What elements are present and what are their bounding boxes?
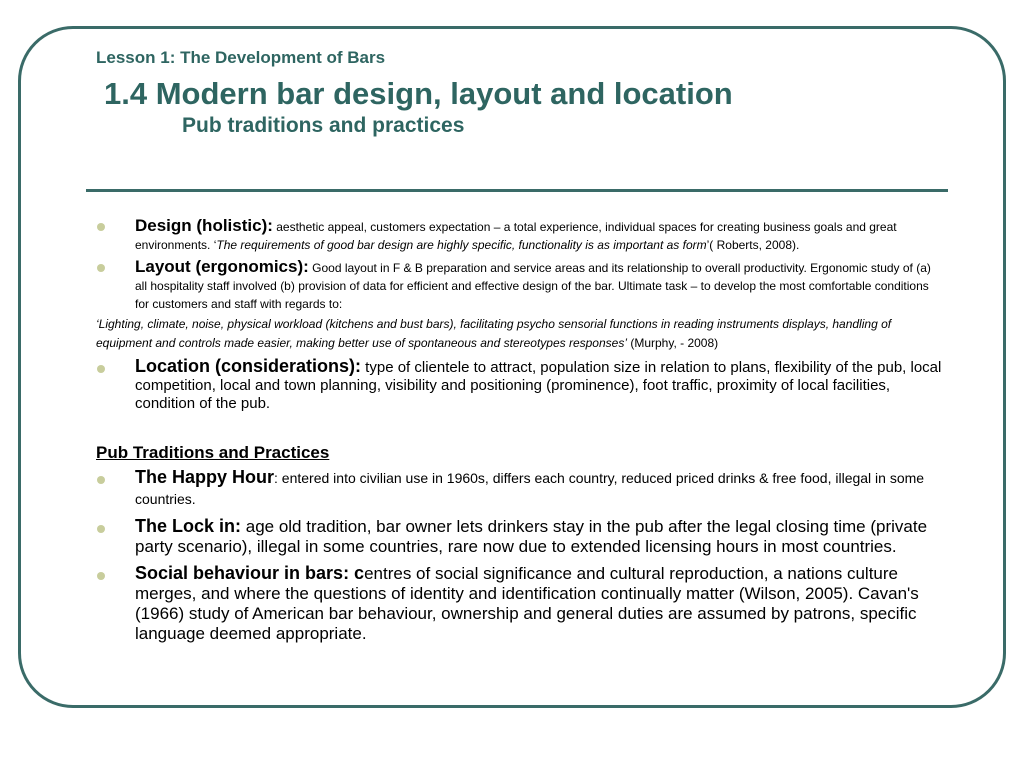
lesson-label: Lesson 1: The Development of Bars xyxy=(96,48,386,67)
slide-subtitle: Pub traditions and practices xyxy=(182,114,465,137)
bullet-social-behaviour xyxy=(96,563,942,644)
bullet-heading: The Lock in: xyxy=(135,516,242,536)
bullet-location xyxy=(96,356,942,413)
slide-header xyxy=(96,48,956,138)
bullet-design xyxy=(96,216,942,254)
bullet-text: aesthetic appeal, customers expectation – a total experience, individual spaces for creating business goals and great environments. ‘ xyxy=(135,220,897,252)
slide-title: 1.4 Modern bar design, layout and location xyxy=(104,76,733,111)
bullet-heading: Layout (ergonomics): xyxy=(135,257,309,276)
bullet-quote: The requirements of good bar design are highly specific, functionality is as important as form xyxy=(216,238,707,252)
bullet-text: type of clientele to attract, population size in relation to plans, flexibility of the pub, local competition, local and town planning, visibility and positioning (prominence), foot traffic, proximity of local facilities, condition of the pub. xyxy=(135,359,942,412)
bullet-lock-in xyxy=(96,516,942,557)
bullet-text: entres of social significance and cultural reproduction, a nations culture merges, and where the questions of identity and identification continually matter (Wilson, 2005). Cavan's (1966) study of American bar behaviour, ownership and general duties are assumed by patrons, specific language deemed appropriate. xyxy=(135,564,919,643)
bullet-heading: Location (considerations): xyxy=(135,356,362,376)
bullet-heading: The Happy Hour xyxy=(135,467,275,487)
bullet-text: Good layout in F & B preparation and service areas and its relationship to overall productivity. Ergonomic study of (a) all hospitality staff involved (b) provision of data for efficient and effective design of the bar. Ultimate task – to develop the most comfortable conditions for customers and staff with regards to: xyxy=(135,261,931,311)
quote-text: ‘Lighting, climate, noise, physical workload (kitchens and bust bars), facilitating psycho sensorial functions in reading instruments displays, handling of equipment and controls made easier, making better use of spontaneous and stereotypes responses’ xyxy=(96,317,892,350)
quote-citation: (Murphy, - 2008) xyxy=(627,336,719,350)
bullet-text: age old tradition, bar owner lets drinkers stay in the pub after the legal closing time (private party scenario), illegal in some countries, rare now due to extended licensing hours in most countries. xyxy=(135,517,928,556)
slide-content xyxy=(96,216,942,644)
bullet-heading: Design (holistic): xyxy=(135,216,273,235)
bullet-layout xyxy=(96,257,942,313)
ergonomics-quote xyxy=(96,315,942,353)
header-divider xyxy=(86,189,948,192)
bullet-citation: ’( Roberts, 2008). xyxy=(706,238,800,252)
bullet-happy-hour xyxy=(96,467,942,510)
bullet-text: : entered into civilian use in 1960s, differs each country, reduced priced drinks & free food, illegal in some countries. xyxy=(135,470,925,507)
section-heading: Pub Traditions and Practices xyxy=(96,443,330,462)
bullet-heading: Social behaviour in bars: c xyxy=(135,563,365,583)
